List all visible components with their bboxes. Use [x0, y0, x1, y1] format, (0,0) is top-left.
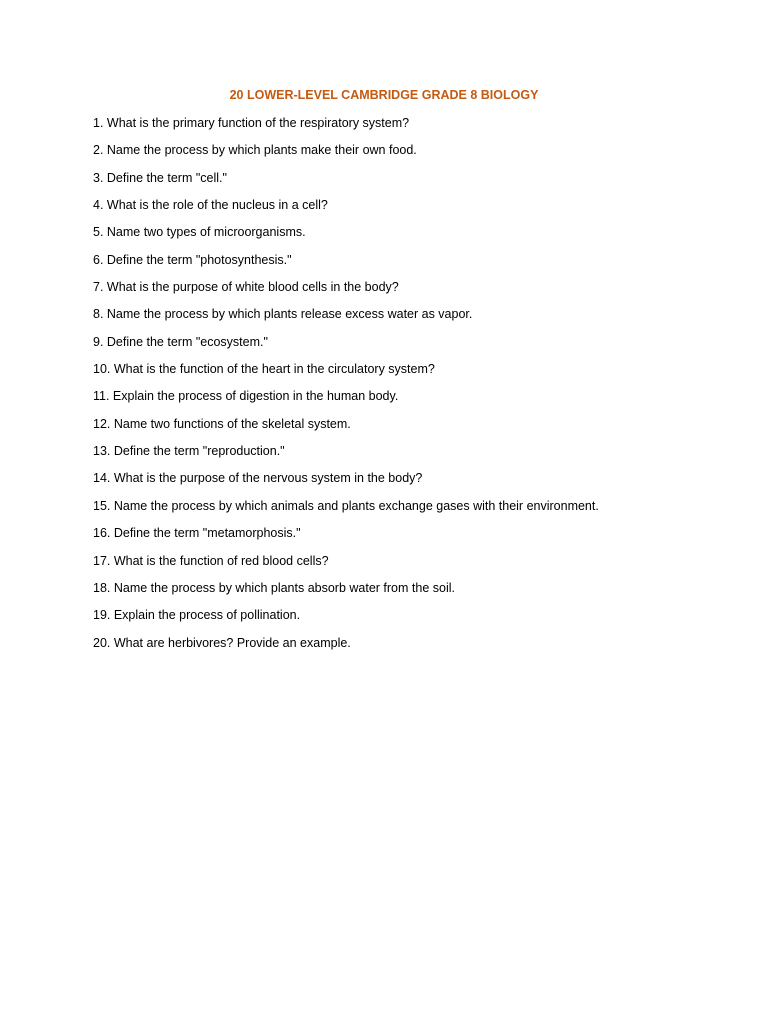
- question-item-11: 11. Explain the process of digestion in the human body.: [93, 389, 399, 404]
- question-item-19: 19. Explain the process of pollination.: [93, 608, 301, 623]
- question-item-9: 9. Define the term "ecosystem.": [93, 334, 268, 349]
- question-item-8: 8. Name the process by which plants release excess water as vapor.: [93, 307, 473, 322]
- question-item-10: 10. What is the function of the heart in the circulatory system?: [93, 362, 435, 377]
- question-item-6: 6. Define the term "photosynthesis.": [93, 252, 292, 267]
- question-item-7: 7. What is the purpose of white blood cells in the body?: [93, 280, 399, 295]
- question-item-20: 20. What are herbivores? Provide an example.: [93, 635, 351, 650]
- question-item-16: 16. Define the term "metamorphosis.": [93, 526, 301, 541]
- question-item-1: 1. What is the primary function of the respiratory system?: [93, 116, 410, 130]
- question-item-15: 15. Name the process by which animals and plants exchange gases with their environment.: [93, 498, 599, 513]
- question-item-13: 13. Define the term "reproduction.": [93, 444, 285, 459]
- question-item-5: 5. Name two types of microorganisms.: [93, 225, 306, 240]
- question-list: [93, 113, 599, 660]
- question-item-14: 14. What is the purpose of the nervous system in the body?: [93, 471, 423, 486]
- question-item-12: 12. Name two functions of the skeletal system.: [93, 416, 351, 431]
- question-item-17: 17. What is the function of red blood cells?: [93, 553, 329, 568]
- question-item-4: 4. What is the role of the nucleus in a cell?: [93, 198, 328, 213]
- question-item-3: 3. Define the term "cell.": [93, 170, 227, 185]
- question-item-18: 18. Name the process by which plants absorb water from the soil.: [93, 580, 455, 595]
- document-title: 20 LOWER-LEVEL CAMBRIDGE GRADE 8 BIOLOGY: [229, 88, 539, 102]
- question-item-2: 2. Name the process by which plants make their own food.: [93, 143, 417, 158]
